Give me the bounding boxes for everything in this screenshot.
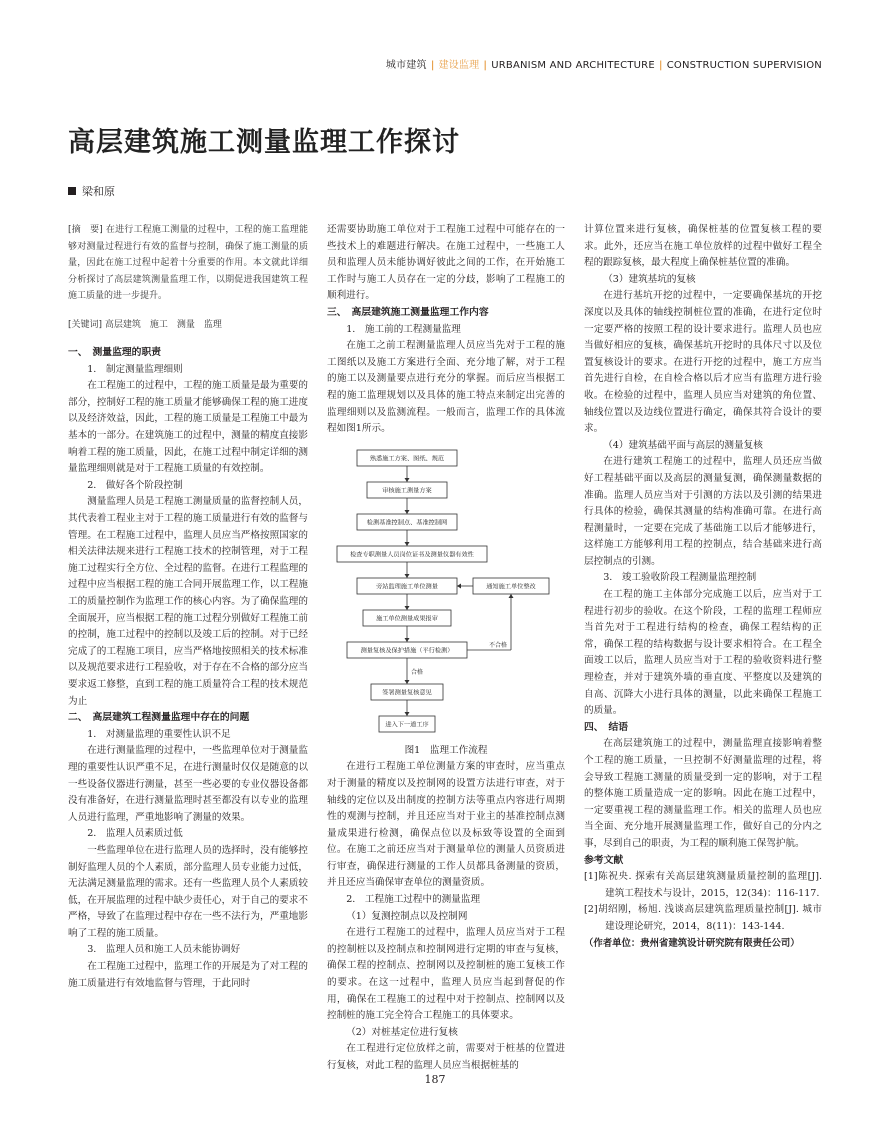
flow-arrowhead — [405, 510, 410, 514]
page-number: 187 — [424, 1073, 446, 1086]
flow-box-label: 熟悉施工方案、图纸、规范 — [369, 455, 445, 463]
paragraph: 在进行工程施工单位测量方案的审查时，应当重点对于测量的精度以及控制网的设置方法进行审查，对于轴线的定位以及出制度的控制方法等重点内容进行周期性的观测与控制，并且还应当对于业主的基准控制点测量成果进行检测，确保点位以及标致等设置的全面到位。在施工之前还应当对于测量单位的测量人员资质进行审查，确保进行测量的工作人员都具备测量的资质，并且还应当确保审查单位的测量资质。 — [327, 761, 565, 889]
flow-arrowhead — [405, 680, 410, 684]
paragraph: 在进行建筑工程施工的过程中，监理人员还应当做好工程基础平面以及高层的测量复测，确保测量数据的准确。监理人员应当对于引测的方法以及引测的结果进行具体的检验，确保其测量的结构准确可靠。在进行高程测量时，一定要在完成了基础施工以后才能够进行，这样施工方能够利用工程的控制点，结合基础来进行高层控制点的引测。 — [584, 456, 822, 567]
flowchart-figure — [327, 438, 565, 743]
subsection-heading: 1. 制定测量监理细则 — [87, 363, 183, 375]
section-heading: 二、 高层建筑工程测量监理中存在的问题 — [68, 712, 250, 724]
paragraph: 在工程施工过程中，监理工作的开展是为了对工程的施工质量进行有效地监督与管理，于此同时 — [68, 961, 308, 989]
reference-item: [2]胡绍刚，杨旭. 浅谈高层建筑监理质量控制[J]. 城市建设理论研究，2014，8(11)：143-144. — [584, 904, 822, 932]
section-heading: 一、 测量监理的职责 — [68, 347, 162, 359]
author-name: 梁和原 — [82, 185, 115, 198]
paragraph: 还需要协助施工单位对于工程施工过程中可能存在的一些技术上的难题进行解决。在施工过程中，一些施工人员和监理人员未能协调好彼此之间的工作，在开始施工工作时与施工人员存在一定的分歧，影响了工程施工的顺利进行。 — [327, 224, 565, 302]
header-separator: | — [430, 60, 435, 71]
flow-arrowhead — [405, 712, 410, 716]
flow-box-label: 审核施工测量方案 — [382, 487, 432, 495]
figure-caption: 图1 监理工作流程 — [404, 744, 488, 756]
running-header: 城市建筑 | 建设监理 | URBANISM AND ARCHITECTURE | CONSTRUCTION SUPERVISION — [385, 60, 822, 71]
column-3 — [584, 222, 822, 952]
flow-box-label: 施工单位测量成果报审 — [376, 615, 438, 623]
flow-arrowhead — [405, 574, 410, 578]
article-title: 高层建筑施工测量监理工作探讨 — [68, 127, 460, 158]
flow-box-label: 检查专职测量人员岗位证书及测量仪器有效性 — [350, 551, 474, 559]
paragraph: 计算位置来进行复核，确保桩基的位置复核工程的要求。此外，还应当在施工单位放样的过程中做好工程全程的跟踪复核，最大程度上确保桩基位置的准确。 — [584, 224, 822, 269]
header-category-city: 城市建筑 — [385, 60, 427, 71]
flow-box-label: 通知施工单位整改 — [486, 583, 536, 591]
subsection-heading: 3. 竣工验收阶段工程测量监理控制 — [603, 572, 757, 584]
flow-arrowhead — [457, 583, 461, 588]
flow-arrowhead — [509, 594, 514, 598]
paragraph: 测量监理人员是工程施工测量质量的监督控制人员，其代表着工程业主对于工程的施工质量进行有效的监督与管理。在工程施工过程中，监理人员应当严格按照国家的相关法律法规来进行工程施工技术的控制管理，对于工程施工过程实行全方位、全过程的监督。在进行工程监理的过程中应当根据工程的施工合同开展监理工作，以工程施工的质量控制作为监理工作的核心内容。为了确保监理的全面展开，应当根据工程的施工过程分别做好工程施工前的控制，施工过程中的控制以及竣工后的控制。对于已经完成了的工程施工项目，应当严格地按照相关的技术标准以及规范要求进行工程验收，对于存在不合格的部分应当要求返工修整，直到工程的施工质量符合工程的技术规范为止 — [68, 496, 308, 707]
paragraph: 在工程进行定位放样之前，需要对于桩基的位置进行复核，对此工程的监理人员应当根据桩基的 — [327, 1043, 565, 1071]
keywords — [68, 317, 308, 334]
section-heading: 参考文献 — [584, 854, 624, 866]
flow-box-label: 检测基准控制点、基准控制网 — [366, 519, 448, 527]
sub-subsection-heading: （1）复测控制点以及控制网 — [346, 910, 468, 922]
flow-arrowhead — [405, 542, 410, 546]
flowchart-diagram — [327, 438, 565, 743]
abstract-text: 在进行工程施工测量的过程中，工程的施工监理能够对测量过程进行有效的监督与控制，确保了施工测量的质量，因此在施工过程中起着十分重要的作用。本文就此详细分析探讨了高层建筑测量监理工作，以期促进我国建筑工程施工质量的进一步提升。 — [68, 225, 308, 301]
flow-box-label: 进入下一道工序 — [385, 721, 429, 729]
paragraph: 在工程的施工主体部分完成施工以后，应当对于工程进行初步的验收。在这个阶段，工程的监理工程师应当首先对于工程进行结构的检查，确保工程结构的正常，确保工程的结构数据与设计要求相符合。在工程全面竣工以后，监理人员应当对于工程的验收资料进行整理检查，并对于建筑外墙的垂直度、平整度以及建筑的自高、沉降大小进行具体的测量，以此来确保工程施工的质量。 — [584, 589, 822, 717]
flow-pass-label: 合格 — [411, 668, 424, 676]
reference-item: [1]陈祝央. 探索有关高层建筑测量质量控制的监理[J]. 建筑工程技术与设计，2015，12(34)：116-117. — [584, 871, 822, 899]
paragraph: 一些监理单位在进行监理人员的选择时，没有能够控制好监理人员的个人素质，部分监理人员专业能力过低，无法满足测量监理的需求。还有一些监理人员个人素质较低，在开展监理的过程中缺少责任心，对于自己的要求不严格，导致了在监理过程中存在一些不法行为，严重地影响了工程的施工质量。 — [68, 844, 308, 939]
flow-arrowhead — [405, 638, 410, 642]
flow-box-label: 旁站监理施工单位测量 — [376, 583, 438, 591]
flow-arrowhead — [405, 606, 410, 610]
subsection-heading: 1. 施工前的工程测量监理 — [346, 323, 461, 335]
paragraph: 在进行工程施工的过程中，监理人员应当对于工程的控制桩以及控制点和控制网进行定期的审查与复核，确保工程的控制点、控制网以及控制桩的施工复核工作的要求。在这一过程中，监理人员应当起到督促的作用，确保在工程施工的过程中对于控制点、控制网以及控制桩的施工完全符合工程施工的具体要求。 — [327, 927, 565, 1022]
keywords-label: [关键词] — [68, 319, 103, 330]
section-heading: 四、 结语 — [584, 721, 629, 733]
sub-subsection-heading: （2）对桩基定位进行复核 — [346, 1026, 458, 1038]
flow-box-label: 测量复核及保护措施（平行检测） — [360, 647, 454, 655]
keywords-text: 高层建筑 施工 测量 监理 — [104, 319, 222, 330]
subsection-heading: 1. 对测量监理的重要性认识不足 — [87, 728, 231, 740]
sub-subsection-heading: （4）建筑基础平面与高层的测量复核 — [603, 439, 763, 451]
column-1 — [68, 222, 308, 992]
subsection-heading: 2. 工程施工过程中的测量监理 — [346, 894, 481, 906]
paragraph: 在进行测量监理的过程中，一些监理单位对于测量监理的重要性认识严重不足，在进行测量时仅仅是随意的以一些设备仪器进行测量，甚至一些必要的专业仪器设备都没有准备好，在进行测量监理时甚至都没有以专业的监理人员进行监理，严重地影响了测量的效果。 — [68, 745, 308, 823]
paragraph: 在进行基坑开挖的过程中，一定要确保基坑的开挖深度以及具体的轴线控制桩位置的准确，在进行定位时一定要严格的按照工程的设计要求进行。监理人员也应当做好相应的复核，确保基坑开挖时的具体尺寸以及位置复核设计的要求。在进行开挖的过程中，施工方应当首先进行自检，在自检合格以后才应当有监理方进行验收。在检验的过程中，监理人员应当对建筑的角位置、轴线位置以及边线位置进行确定，确保其符合设计的要求。 — [584, 290, 822, 435]
sub-subsection-heading: （3）建筑基坑的复核 — [603, 273, 696, 285]
paragraph: 在工程施工的过程中，工程的施工质量是最为重要的部分，控制好工程的施工质量才能够确保工程的施工进度以及经济效益，因此，工程的施工质量是工程施工中最为基本的一部分。在建筑施工的过程中，测量的精度直接影响着工程的施工质量，因此，在施工过程中制定详细的测量监理细则就是对于工程施工质量的有效控制。 — [68, 380, 308, 475]
section-heading: 三、 高层建筑施工测量监理工作内容 — [327, 306, 489, 318]
header-english-1: URBANISM AND ARCHITECTURE — [491, 60, 655, 71]
author-square-icon — [68, 187, 76, 195]
column-2 — [327, 222, 565, 1075]
column-1-body — [68, 345, 308, 992]
author-line — [68, 183, 115, 199]
header-category-supervision: 建设监理 — [438, 60, 480, 71]
abstract-label: [摘 要] — [68, 225, 103, 235]
subsection-heading: 2. 做好各个阶段控制 — [87, 479, 183, 491]
flow-arrowhead — [405, 478, 410, 482]
header-english-2: CONSTRUCTION SUPERVISION — [666, 60, 822, 71]
abstract — [68, 222, 308, 305]
flow-box-label: 签署测量复核意见 — [382, 689, 432, 697]
column-3-body — [584, 222, 822, 952]
subsection-heading: 2. 监理人员素质过低 — [87, 828, 183, 840]
author-affiliation: （作者单位：贵州省建筑设计研究院有限责任公司） — [584, 937, 800, 949]
paragraph: 在高层建筑施工的过程中，测量监理直接影响着整个工程的施工质量，一旦控制不好测量监理的过程，将会导致工程施工测量的质量受到一定的影响，对于工程的整体施工质量造成一定的影响。因此在施工过程中，一定要重视工程的测量监理工作。相关的监理人员也应当全面、充分地开展测量监理工作，做好自己的分内之事，尽到自己的职责，为工程的顺利施工保驾护航。 — [584, 738, 822, 849]
paragraph: 在施工之前工程测量监理人员应当先对于工程的施工图纸以及施工方案进行全面、充分地了解，对于工程的施工以及测量要点进行充分的掌握。而后应当根据工程的施工监理规划以及具体的施工特点来制定出完善的监理细则以及监测流程。一般而言，监理工作的具体流程如图1所示。 — [327, 340, 565, 435]
subsection-heading: 3. 监理人员和施工人员未能协调好 — [87, 944, 241, 956]
flow-reject-label: 不合格 — [489, 641, 508, 649]
column-2-top — [327, 222, 565, 438]
column-2-bottom — [327, 759, 565, 1074]
